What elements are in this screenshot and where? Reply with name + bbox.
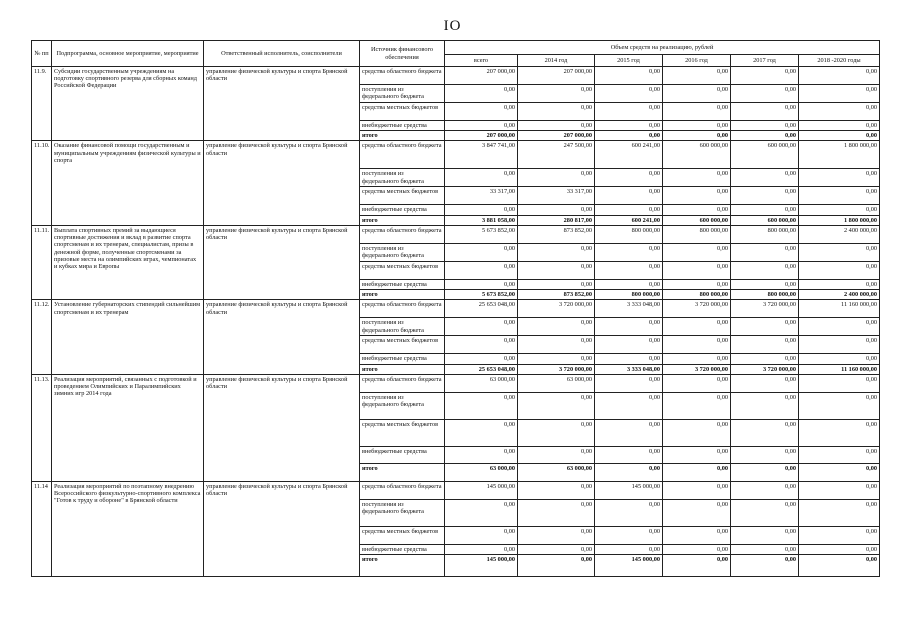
- amount-2018-2020: 0,00: [799, 463, 880, 481]
- funding-source: внебюджетные средства: [360, 544, 445, 554]
- amount-total: 0,00: [445, 85, 518, 103]
- amount-2014: 0,00: [518, 103, 595, 121]
- funding-source: итого: [360, 290, 445, 300]
- amount-2017: 0,00: [731, 354, 799, 364]
- amount-2015: 0,00: [595, 205, 663, 215]
- amount-2018-2020: 0,00: [799, 419, 880, 446]
- amount-2015: 0,00: [595, 67, 663, 85]
- financing-table: [31, 40, 880, 577]
- amount-2016: 0,00: [663, 374, 731, 392]
- amount-2017: 0,00: [731, 555, 799, 577]
- amount-2014: 0,00: [518, 419, 595, 446]
- item-title: Субсидии государственным учреждениям на подготовку спортивного резерва для сборных команд Российской Федерации: [52, 67, 204, 141]
- item-executor: управление физической культуры и спорта Брянской области: [204, 141, 360, 225]
- table-row: [32, 374, 880, 392]
- amount-2016: 0,00: [663, 261, 731, 279]
- amount-2016: 0,00: [663, 318, 731, 336]
- amount-2016: 0,00: [663, 169, 731, 187]
- amount-2016: 0,00: [663, 419, 731, 446]
- amount-2014: 63 000,00: [518, 463, 595, 481]
- amount-total: 0,00: [445, 318, 518, 336]
- amount-2018-2020: 0,00: [799, 243, 880, 261]
- amount-2014: 873 852,00: [518, 290, 595, 300]
- amount-2018-2020: 0,00: [799, 169, 880, 187]
- amount-2014: 3 720 000,00: [518, 300, 595, 318]
- amount-total: 0,00: [445, 446, 518, 463]
- amount-2014: 0,00: [518, 279, 595, 289]
- amount-2014: 0,00: [518, 499, 595, 526]
- amount-2018-2020: 0,00: [799, 279, 880, 289]
- funding-source: внебюджетные средства: [360, 121, 445, 131]
- item-number: 11.11.: [32, 225, 52, 299]
- table-row: [32, 141, 880, 169]
- amount-2014: 0,00: [518, 544, 595, 554]
- amount-2016: 0,00: [663, 555, 731, 577]
- amount-2015: 0,00: [595, 279, 663, 289]
- amount-2014: 0,00: [518, 481, 595, 499]
- amount-2018-2020: 1 800 000,00: [799, 215, 880, 225]
- amount-2017: 3 720 000,00: [731, 364, 799, 374]
- funding-source: средства областного бюджета: [360, 67, 445, 85]
- funding-source: внебюджетные средства: [360, 205, 445, 215]
- header-col-2017: 2017 год: [731, 55, 799, 67]
- item-executor: управление физической культуры и спорта Брянской области: [204, 300, 360, 374]
- amount-total: 63 000,00: [445, 374, 518, 392]
- amount-total: 207 000,00: [445, 67, 518, 85]
- amount-2015: 0,00: [595, 544, 663, 554]
- header-col-2018-2020: 2018 -2020 годы: [799, 55, 880, 67]
- amount-2016: 0,00: [663, 85, 731, 103]
- amount-2015: 0,00: [595, 121, 663, 131]
- amount-2015: 0,00: [595, 318, 663, 336]
- amount-total: 0,00: [445, 205, 518, 215]
- amount-total: 0,00: [445, 261, 518, 279]
- amount-2016: 0,00: [663, 481, 731, 499]
- funding-source: итого: [360, 131, 445, 141]
- item-executor: управление физической культуры и спорта Брянской области: [204, 481, 360, 576]
- amount-2016: 0,00: [663, 526, 731, 544]
- amount-2015: 145 000,00: [595, 481, 663, 499]
- amount-2017: 0,00: [731, 261, 799, 279]
- item-title: Оказание финансовой помощи государственным и муниципальным учреждениям физической культуры и спорта: [52, 141, 204, 225]
- amount-2014: 0,00: [518, 85, 595, 103]
- header-volume: Объем средств на реализацию, рублей: [445, 41, 880, 55]
- amount-2014: 873 852,00: [518, 225, 595, 243]
- amount-2015: 0,00: [595, 499, 663, 526]
- amount-2016: 600 000,00: [663, 215, 731, 225]
- amount-2014: 0,00: [518, 392, 595, 419]
- amount-2016: 0,00: [663, 103, 731, 121]
- amount-2016: 0,00: [663, 187, 731, 205]
- amount-2016: 800 000,00: [663, 225, 731, 243]
- amount-2018-2020: 0,00: [799, 374, 880, 392]
- amount-2016: 0,00: [663, 121, 731, 131]
- amount-2016: 0,00: [663, 279, 731, 289]
- amount-2016: 0,00: [663, 392, 731, 419]
- amount-2016: 0,00: [663, 131, 731, 141]
- item-executor: управление физической культуры и спорта Брянской области: [204, 374, 360, 481]
- amount-2018-2020: 0,00: [799, 85, 880, 103]
- funding-source: средства местных бюджетов: [360, 103, 445, 121]
- item-title: Реализация мероприятий, связанных с подготовкой и проведением Олимпийских и Паралимпийских зимних игр 2014 года: [52, 374, 204, 481]
- amount-2017: 0,00: [731, 481, 799, 499]
- page-number: IO: [443, 18, 462, 34]
- funding-source: поступления из федерального бюджета: [360, 499, 445, 526]
- amount-2018-2020: 0,00: [799, 131, 880, 141]
- amount-2015: 600 241,00: [595, 215, 663, 225]
- amount-2018-2020: 0,00: [799, 205, 880, 215]
- amount-2014: 0,00: [518, 261, 595, 279]
- amount-2015: 600 241,00: [595, 141, 663, 169]
- amount-2016: 3 720 000,00: [663, 364, 731, 374]
- item-title: Выплата спортивных премий за выдающиеся спортивные достижения и вклад в развитие спорта спортсменам и их тренерам, специалистам, призы в денежной форме, полученные спортсменами за призовые места на олимпийских играх, чемпионатах и кубках мира и Европы: [52, 225, 204, 299]
- amount-2018-2020: 0,00: [799, 526, 880, 544]
- amount-2015: 0,00: [595, 374, 663, 392]
- funding-source: средства областного бюджета: [360, 481, 445, 499]
- amount-2017: 0,00: [731, 131, 799, 141]
- amount-2016: 0,00: [663, 446, 731, 463]
- amount-total: 0,00: [445, 499, 518, 526]
- amount-2015: 145 000,00: [595, 555, 663, 577]
- amount-2015: 0,00: [595, 169, 663, 187]
- amount-2014: 0,00: [518, 205, 595, 215]
- amount-2016: 0,00: [663, 463, 731, 481]
- amount-2014: 0,00: [518, 336, 595, 354]
- amount-2014: 0,00: [518, 121, 595, 131]
- amount-2018-2020: 0,00: [799, 318, 880, 336]
- amount-2017: 0,00: [731, 103, 799, 121]
- amount-2016: 0,00: [663, 205, 731, 215]
- funding-source: внебюджетные средства: [360, 279, 445, 289]
- amount-2017: 0,00: [731, 67, 799, 85]
- amount-total: 25 653 048,00: [445, 300, 518, 318]
- header-num: № пп: [32, 41, 52, 67]
- amount-total: 5 673 852,00: [445, 225, 518, 243]
- header-subprogram: Подпрограмма, основное мероприятие, мероприятие: [52, 41, 204, 67]
- amount-2017: 800 000,00: [731, 290, 799, 300]
- amount-2017: 0,00: [731, 85, 799, 103]
- amount-2017: 0,00: [731, 419, 799, 446]
- amount-2018-2020: 0,00: [799, 121, 880, 131]
- amount-2017: 0,00: [731, 318, 799, 336]
- amount-2016: 0,00: [663, 243, 731, 261]
- amount-total: 0,00: [445, 392, 518, 419]
- funding-source: средства областного бюджета: [360, 374, 445, 392]
- amount-total: 0,00: [445, 279, 518, 289]
- amount-total: 0,00: [445, 103, 518, 121]
- amount-2014: 280 817,00: [518, 215, 595, 225]
- amount-2015: 0,00: [595, 243, 663, 261]
- amount-2018-2020: 0,00: [799, 499, 880, 526]
- amount-2018-2020: 2 400 000,00: [799, 225, 880, 243]
- amount-2015: 800 000,00: [595, 290, 663, 300]
- item-title: Установление губернаторских стипендий сильнейшим спортсменам и их тренерам: [52, 300, 204, 374]
- amount-2017: 0,00: [731, 463, 799, 481]
- funding-source: средства областного бюджета: [360, 300, 445, 318]
- funding-source: средства местных бюджетов: [360, 187, 445, 205]
- amount-2017: 0,00: [731, 446, 799, 463]
- amount-2015: 0,00: [595, 419, 663, 446]
- amount-2015: 0,00: [595, 85, 663, 103]
- item-title: Реализация мероприятий по поэтапному внедрению Всероссийского физкультурно-спортивного комплекса "Готов к труду и обороне" в Брянской области: [52, 481, 204, 576]
- amount-total: 0,00: [445, 544, 518, 554]
- funding-source: средства местных бюджетов: [360, 336, 445, 354]
- header-col-2015: 2015 год: [595, 55, 663, 67]
- table-body: [32, 67, 880, 577]
- amount-2016: 600 000,00: [663, 141, 731, 169]
- amount-total: 5 673 852,00: [445, 290, 518, 300]
- amount-total: 0,00: [445, 169, 518, 187]
- header-col-total: всего: [445, 55, 518, 67]
- amount-2016: 800 000,00: [663, 290, 731, 300]
- funding-source: поступления из федерального бюджета: [360, 392, 445, 419]
- header-executor: Ответственный исполнитель, соисполнители: [204, 41, 360, 67]
- amount-2014: 0,00: [518, 446, 595, 463]
- amount-2017: 0,00: [731, 169, 799, 187]
- amount-2016: 0,00: [663, 354, 731, 364]
- amount-2017: 0,00: [731, 544, 799, 554]
- amount-2014: 0,00: [518, 555, 595, 577]
- amount-total: 145 000,00: [445, 555, 518, 577]
- table-row: [32, 225, 880, 243]
- amount-2015: 0,00: [595, 187, 663, 205]
- amount-2016: 0,00: [663, 499, 731, 526]
- amount-2016: 3 720 000,00: [663, 300, 731, 318]
- funding-source: поступления из федерального бюджета: [360, 243, 445, 261]
- amount-total: 0,00: [445, 419, 518, 446]
- amount-2017: 0,00: [731, 392, 799, 419]
- amount-2017: 0,00: [731, 499, 799, 526]
- amount-total: 0,00: [445, 121, 518, 131]
- amount-2014: 33 317,00: [518, 187, 595, 205]
- amount-2014: 0,00: [518, 354, 595, 364]
- funding-source: поступления из федерального бюджета: [360, 169, 445, 187]
- amount-2018-2020: 2 400 000,00: [799, 290, 880, 300]
- amount-2018-2020: 0,00: [799, 261, 880, 279]
- amount-2017: 3 720 000,00: [731, 300, 799, 318]
- amount-2017: 0,00: [731, 374, 799, 392]
- amount-2014: 0,00: [518, 243, 595, 261]
- amount-total: 63 000,00: [445, 463, 518, 481]
- amount-2018-2020: 0,00: [799, 392, 880, 419]
- amount-total: 3 847 741,00: [445, 141, 518, 169]
- funding-source: средства областного бюджета: [360, 141, 445, 169]
- funding-source: итого: [360, 364, 445, 374]
- amount-2018-2020: 0,00: [799, 67, 880, 85]
- amount-2015: 0,00: [595, 526, 663, 544]
- amount-2016: 0,00: [663, 67, 731, 85]
- amount-2014: 207 000,00: [518, 67, 595, 85]
- amount-2017: 800 000,00: [731, 225, 799, 243]
- amount-total: 0,00: [445, 336, 518, 354]
- amount-2017: 0,00: [731, 187, 799, 205]
- amount-2014: 0,00: [518, 526, 595, 544]
- header-col-2014: 2014 год: [518, 55, 595, 67]
- amount-2017: 0,00: [731, 205, 799, 215]
- amount-total: 0,00: [445, 243, 518, 261]
- amount-2014: 207 000,00: [518, 131, 595, 141]
- amount-2018-2020: 0,00: [799, 544, 880, 554]
- amount-2018-2020: 0,00: [799, 446, 880, 463]
- funding-source: средства местных бюджетов: [360, 526, 445, 544]
- funding-source: поступления из федерального бюджета: [360, 85, 445, 103]
- amount-2016: 0,00: [663, 544, 731, 554]
- funding-source: итого: [360, 215, 445, 225]
- amount-2018-2020: 11 160 000,00: [799, 364, 880, 374]
- item-executor: управление физической культуры и спорта Брянской области: [204, 225, 360, 299]
- amount-2017: 600 000,00: [731, 141, 799, 169]
- amount-2018-2020: 1 800 000,00: [799, 141, 880, 169]
- table-row: [32, 300, 880, 318]
- funding-source: итого: [360, 555, 445, 577]
- amount-2017: 0,00: [731, 243, 799, 261]
- header-col-2016: 2016 год: [663, 55, 731, 67]
- amount-2015: 0,00: [595, 446, 663, 463]
- funding-source: итого: [360, 463, 445, 481]
- item-number: 11.13.: [32, 374, 52, 481]
- amount-2015: 3 333 048,00: [595, 364, 663, 374]
- amount-2018-2020: 0,00: [799, 336, 880, 354]
- header-source: Источник финансового обеспечения: [360, 41, 445, 67]
- table-row: [32, 481, 880, 499]
- amount-2017: 0,00: [731, 279, 799, 289]
- amount-2015: 3 333 048,00: [595, 300, 663, 318]
- item-number: 11.12.: [32, 300, 52, 374]
- amount-2018-2020: 0,00: [799, 481, 880, 499]
- amount-2017: 0,00: [731, 526, 799, 544]
- amount-2018-2020: 11 160 000,00: [799, 300, 880, 318]
- amount-total: 145 000,00: [445, 481, 518, 499]
- amount-2016: 0,00: [663, 336, 731, 354]
- amount-total: 207 000,00: [445, 131, 518, 141]
- amount-total: 0,00: [445, 526, 518, 544]
- amount-2018-2020: 0,00: [799, 187, 880, 205]
- amount-2015: 800 000,00: [595, 225, 663, 243]
- amount-total: 25 653 048,00: [445, 364, 518, 374]
- item-executor: управление физической культуры и спорта Брянской области: [204, 67, 360, 141]
- amount-2015: 0,00: [595, 131, 663, 141]
- amount-2014: 0,00: [518, 169, 595, 187]
- item-number: 11.9.: [32, 67, 52, 141]
- amount-2015: 0,00: [595, 354, 663, 364]
- amount-2015: 0,00: [595, 261, 663, 279]
- amount-2015: 0,00: [595, 336, 663, 354]
- amount-total: 0,00: [445, 354, 518, 364]
- item-number: 11.10.: [32, 141, 52, 225]
- funding-source: средства местных бюджетов: [360, 419, 445, 446]
- amount-2017: 0,00: [731, 336, 799, 354]
- amount-2018-2020: 0,00: [799, 354, 880, 364]
- funding-source: средства областного бюджета: [360, 225, 445, 243]
- funding-source: поступления из федерального бюджета: [360, 318, 445, 336]
- table-row: [32, 67, 880, 85]
- funding-source: внебюджетные средства: [360, 446, 445, 463]
- amount-2014: 0,00: [518, 318, 595, 336]
- amount-2015: 0,00: [595, 463, 663, 481]
- amount-2015: 0,00: [595, 392, 663, 419]
- amount-2014: 3 720 000,00: [518, 364, 595, 374]
- amount-2017: 0,00: [731, 121, 799, 131]
- amount-2018-2020: 0,00: [799, 103, 880, 121]
- amount-2018-2020: 0,00: [799, 555, 880, 577]
- amount-total: 33 317,00: [445, 187, 518, 205]
- funding-source: внебюджетные средства: [360, 354, 445, 364]
- amount-total: 3 881 058,00: [445, 215, 518, 225]
- amount-2015: 0,00: [595, 103, 663, 121]
- amount-2014: 63 000,00: [518, 374, 595, 392]
- amount-2017: 600 000,00: [731, 215, 799, 225]
- item-number: 11.14: [32, 481, 52, 576]
- funding-source: средства местных бюджетов: [360, 261, 445, 279]
- amount-2014: 247 500,00: [518, 141, 595, 169]
